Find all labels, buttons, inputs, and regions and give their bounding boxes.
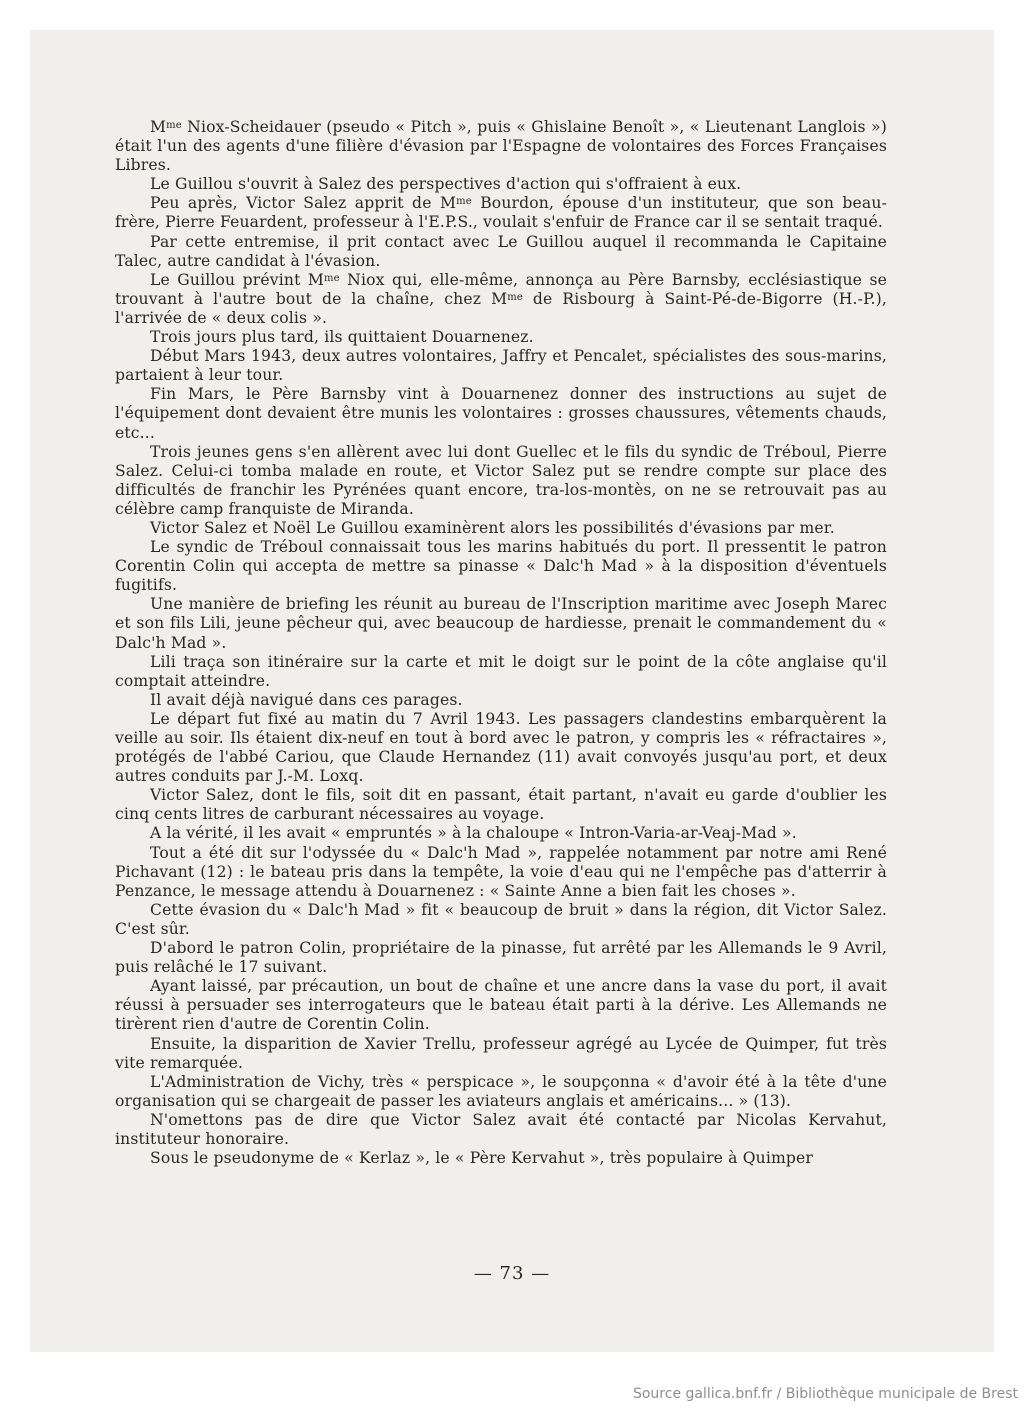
paragraph: $M^{me}$ Niox-Scheidauer (pseudo « Pitch », puis « Ghislaine Benoît », « Lieutenant Langlois ») était l'un des agents d'une filière d'évasion par l'Espagne de volontaires des Forces Françaises Libres. (115, 118, 887, 175)
paragraph: Le syndic de Tréboul connaissait tous les marins habitués du port. Il pressentit le patron Corentin Colin qui accepta de mettre sa pinasse « Dalc'h Mad » à la disposition d'éventuels fugitifs. (115, 538, 887, 595)
paragraph: Le Guillou s'ouvrit à Salez des perspectives d'action qui s'offraient à eux. (150, 175, 742, 194)
body-text (115, 118, 887, 1168)
paragraph: D'abord le patron Colin, propriétaire de la pinasse, fut arrêté par les Allemands le 9 Avril, puis relâché le 17 suivant. (115, 939, 887, 977)
paragraph: Début Mars 1943, deux autres volontaires, Jaffry et Pencalet, spécialistes des sous-marins, partaient à leur tour. (115, 347, 887, 385)
paragraph: Il avait déjà navigué dans ces parages. (150, 690, 463, 709)
paragraph: Une manière de briefing les réunit au bureau de l'Inscription maritime avec Joseph Marec et son fils Lili, jeune pêcheur qui, avec beaucoup de hardiesse, prenait le commandement du « Dalc'h Mad ». (115, 595, 887, 652)
paragraph: N'omettons pas de dire que Victor Salez avait été contacté par Nicolas Kervahut, instituteur honoraire. (115, 1110, 887, 1148)
paragraph: Le départ fut fixé au matin du 7 Avril 1943. Les passagers clandestins embarquèrent la veille au soir. Ils étaient dix-neuf en tout à bord avec le patron, y compris les « réfractaires », protégés de l'abbé Cariou, que Claude Hernandez (11) avait convoyés jusqu'au port, et deux autres conduits par J.-M. Loxq. (115, 709, 887, 786)
paragraph: Tout a été dit sur l'odyssée du « Dalc'h Mad », rappelée notamment par notre ami René Pichavant (12) : le bateau pris dans la tempête, la voie d'eau qui ne l'empêche pas d'atterrir à Penzance, le message attendu à Douarnenez : « Sainte Anne a bien fait les choses ». (115, 843, 887, 900)
paragraph: Victor Salez, dont le fils, soit dit en passant, était partant, n'avait eu garde d'oublier les cinq cents litres de carburant nécessaires au voyage. (115, 786, 887, 824)
source-attribution: Source gallica.bnf.fr / Bibliothèque municipale de Brest (632, 1386, 1018, 1402)
paragraph: Par cette entremise, il prit contact avec Le Guillou auquel il recommanda le Capitaine Talec, autre candidat à l'évasion. (115, 232, 887, 270)
paragraph: Trois jeunes gens s'en allèrent avec lui dont Guellec et le fils du syndic de Tréboul, Pierre Salez. Celui-ci tomba malade en route, et Victor Salez put se rendre compte sur place des difficultés de franchir les Pyrénées quant encore, tra-los-montès, on ne se retrouvait pas au célèbre camp franquiste de Miranda. (115, 442, 887, 518)
paragraph: Lili traça son itinéraire sur la carte et mit le doigt sur le point de la côte anglaise qu'il comptait atteindre. (115, 652, 887, 690)
paragraph: A la vérité, il les avait « empruntés » à la chaloupe « Intron-Varia-ar-Veaj-Mad ». (150, 824, 797, 843)
paragraph: Cette évasion du « Dalc'h Mad » fit « beaucoup de bruit » dans la région, dit Victor Salez. C'est sûr. (115, 900, 887, 938)
paragraph: Trois jours plus tard, ils quittaient Douarnenez. (150, 328, 534, 347)
paragraph: Sous le pseudonyme de « Kerlaz », le « Père Kervahut », très populaire à Quimper (150, 1149, 814, 1168)
paragraph: L'Administration de Vichy, très « perspicace », le soupçonna « d'avoir été à la tête d'une organisation qui se chargeait de passer les aviateurs anglais et américains... » (13). (115, 1072, 887, 1110)
paragraph: Le Guillou prévint $M^{me}$ Niox qui, elle-même, annonça au Père Barnsby, ecclésiastique se trouvant à l'autre bout de la chaîne, chez $M^{me}$ de Risbourg à Saint-Pé-de-Bigorre (H.-P.), l'arrivée de « deux colis ». (115, 270, 887, 327)
page-number: — 73 — (473, 1263, 551, 1284)
paragraph: Fin Mars, le Père Barnsby vint à Douarnenez donner des instructions au sujet de l'équipement dont devaient être munis les volontaires : grosses chaussures, vêtements chauds, etc... (115, 385, 887, 442)
paragraph: Ayant laissé, par précaution, un bout de chaîne et une ancre dans la vase du port, il avait réussi à persuader ses interrogateurs que le bateau était parti à la dérive. Les Allemands ne tirèrent rien d'autre de Corentin Colin. (115, 977, 887, 1034)
paragraph: Victor Salez et Noël Le Guillou examinèrent alors les possibilités d'évasions par mer. (150, 518, 835, 537)
paragraph: Ensuite, la disparition de Xavier Trellu, professeur agrégé au Lycée de Quimper, fut très vite remarquée. (115, 1034, 887, 1072)
paragraph: Peu après, Victor Salez apprit de $M^{me}$ Bourdon, épouse d'un instituteur, que son beau-frère, Pierre Feuardent, professeur à l'E.P.S., voulait s'enfuir de France car il se sentait traqué. (115, 194, 887, 232)
